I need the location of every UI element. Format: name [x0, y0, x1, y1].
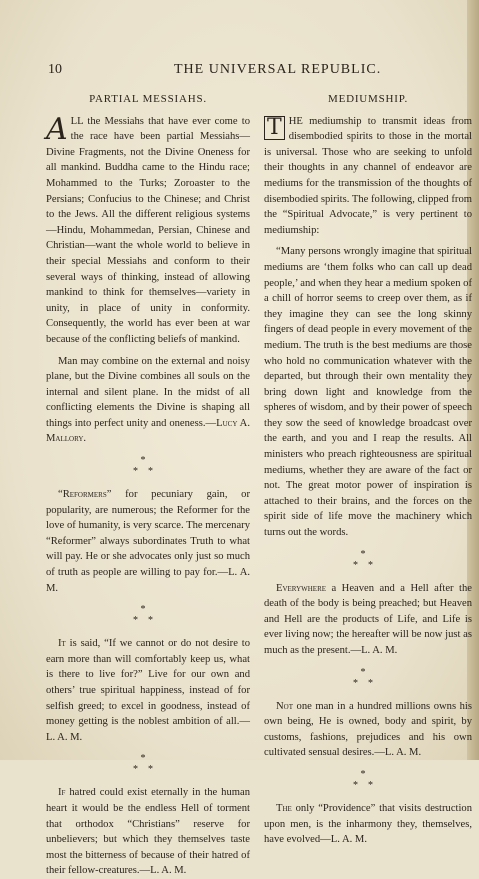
star-pair — [264, 678, 472, 689]
paragraph-text: for pecuniary gain, or popularity, are numerous; the Reformer for the love of humanity, is very scarce. The mercenary “Reformer” always subordinates Truth to what will pay. He or she advocates only just so much of truth as people are willing to pay for.—L. A. M. — [46, 489, 250, 594]
star-mark: * — [140, 753, 156, 765]
page-number: 10 — [48, 62, 62, 77]
paragraph-text: a Heaven and a Hell after the death of the body is being preached; but Heaven and Hell are the products of Life, and Life is ever living now; the hereafter will be now just as much as the present.—L. A. M. — [264, 582, 472, 656]
star-mark: * — [148, 764, 163, 776]
star-mark: * — [368, 677, 383, 689]
section-separator — [264, 667, 472, 689]
star-mark: * — [368, 559, 383, 571]
paragraph — [46, 487, 250, 596]
star-mark: * — [148, 615, 163, 627]
star-pair — [46, 764, 250, 775]
star-mark: * — [360, 666, 376, 678]
star-pair — [46, 615, 250, 626]
right-column — [264, 92, 472, 848]
star-mark: * — [140, 455, 156, 467]
star-mark: * — [368, 779, 383, 791]
paragraph-text: is said, “If we cannot or do not desire to earn more than will comfortably keep us, what is there to live for?” Live for our own and others’ true spiritual happiness, instead of for selfish greed; to excel in goodness, instead of money getting is the noblest ambition of all.—L. A. M. — [46, 638, 250, 743]
paragraph-text: one man in a hundred millions owns his own being, He is owned, body and spirit, by customs, fashions, prejudices and his own cultivated sensual desires.—L. A. M. — [264, 700, 472, 759]
section-separator — [46, 753, 250, 775]
star-mark: * — [360, 548, 376, 560]
paragraph-text: LL the Messiahs that have ever come to the race have been partial Messiahs—Divine Fragments, not the Divine Oneness for all mankind. Buddha came to the Hindu race; Mohammed to the Turks; Zoroaster to the Persians; Confucius to the Chinese; and Christ to the Jews. All the different religious systems—Hindu, Mohammedan, Persian, Chinese and Christian—want the whole world to believe in their special Messiahs and conform to their several ways of thinking, instead of allowing mankind to think for themselves—variety in unity, in place of unity in conformity. Consequently, the world has ever been at war because of the conflicting beliefs of mankind. — [46, 115, 250, 345]
star-mark: * — [353, 779, 368, 791]
left-column — [46, 92, 250, 879]
star-mark: * — [353, 559, 368, 571]
paragraph — [46, 111, 250, 348]
paragraph-text: hatred could exist eternally in the human heart it would be the endless Hell of torment that orthodox “Christians” reserve for unbelievers; but which they themselves taste most the bitterness of because of their hatred of their fellow-creatures.—L. A. M. — [46, 787, 250, 877]
lead-word: The — [276, 802, 292, 814]
lead-word: If — [58, 787, 66, 799]
star-pair — [264, 560, 472, 571]
lead-word: Everywhere — [276, 582, 327, 594]
lead-word: Not — [276, 700, 293, 712]
section-separator — [46, 604, 250, 626]
signature: Lucy A. Mallory. — [46, 417, 250, 445]
star-pair — [264, 780, 472, 791]
star-mark: * — [133, 615, 148, 627]
paragraph — [46, 785, 250, 879]
paragraph-text: HE mediumship to transmit ideas from disembodied spirits to those in the mortal is universal. Those who are seeking to unfold their thoughts in any channel of endeavor are mediums for the transmission of the thoughts of disembodied spirits. The following, clipped from the “Spiritual Advocate,” is very pertinent to mediumship: — [264, 115, 472, 236]
section-separator — [264, 549, 472, 571]
star-mark: * — [140, 604, 156, 616]
article-title-partial-messiahs: PARTIAL MESSIAHS. — [89, 93, 207, 105]
article-title-mediumship: MEDIUMSHIP. — [327, 93, 408, 105]
paragraph-text: Man may combine on the external and noisy plane, but the Divine combines all souls on the internal and silent plane. In the midst of all conflicting elements the Divine is shaping all things into perfect unity and oneness.— — [46, 355, 250, 429]
paragraph — [264, 801, 472, 848]
paragraph — [264, 114, 472, 239]
star-mark: * — [133, 764, 148, 776]
lead-word: “Reformers” — [58, 489, 112, 501]
lead-word: It — [58, 638, 66, 650]
paragraph — [264, 581, 472, 659]
star-mark: * — [133, 466, 148, 478]
star-pair — [46, 466, 250, 477]
section-separator — [46, 455, 250, 477]
section-separator — [264, 769, 472, 791]
paragraph — [264, 699, 472, 761]
running-title: THE UNIVERSAL REPUBLIC. — [174, 62, 382, 77]
paragraph-text: only “Providence” that visits destruction upon men, is the inharmony they, themselves, have evolved—L. A. M. — [264, 802, 472, 846]
star-mark: * — [148, 466, 163, 478]
paragraph — [264, 244, 472, 540]
drop-cap: A — [46, 111, 68, 147]
star-mark: * — [353, 677, 368, 689]
paragraph-text: “Many persons wrongly imagine that spiritual mediums are ‘them folks who can call up dead people,’ and when they hear a medium spoken of a chill of horror seems to creep over them, as if they imagine they can see the long skinny fingers of dead people in every movement of the medium. The truth is the best mediums are those who hold no communication whatever with the departed, but through their own mentality they bring down light and knowledge from the spheres of wisdom, and by their power of speech they sow the seed of knowledge broadcast over the earth, and you and I reap the results. All ministers who preach righteousness are spiritual mediums, whether they are aware of the fact or not. The great motor power of inspiration is attached to their brains, and the forces on the spirit side of life move the machinery which turns out the words. — [264, 246, 472, 539]
paragraph — [46, 354, 250, 448]
drop-cap: T — [264, 116, 285, 140]
paragraph — [46, 636, 250, 745]
star-mark: * — [360, 768, 376, 780]
